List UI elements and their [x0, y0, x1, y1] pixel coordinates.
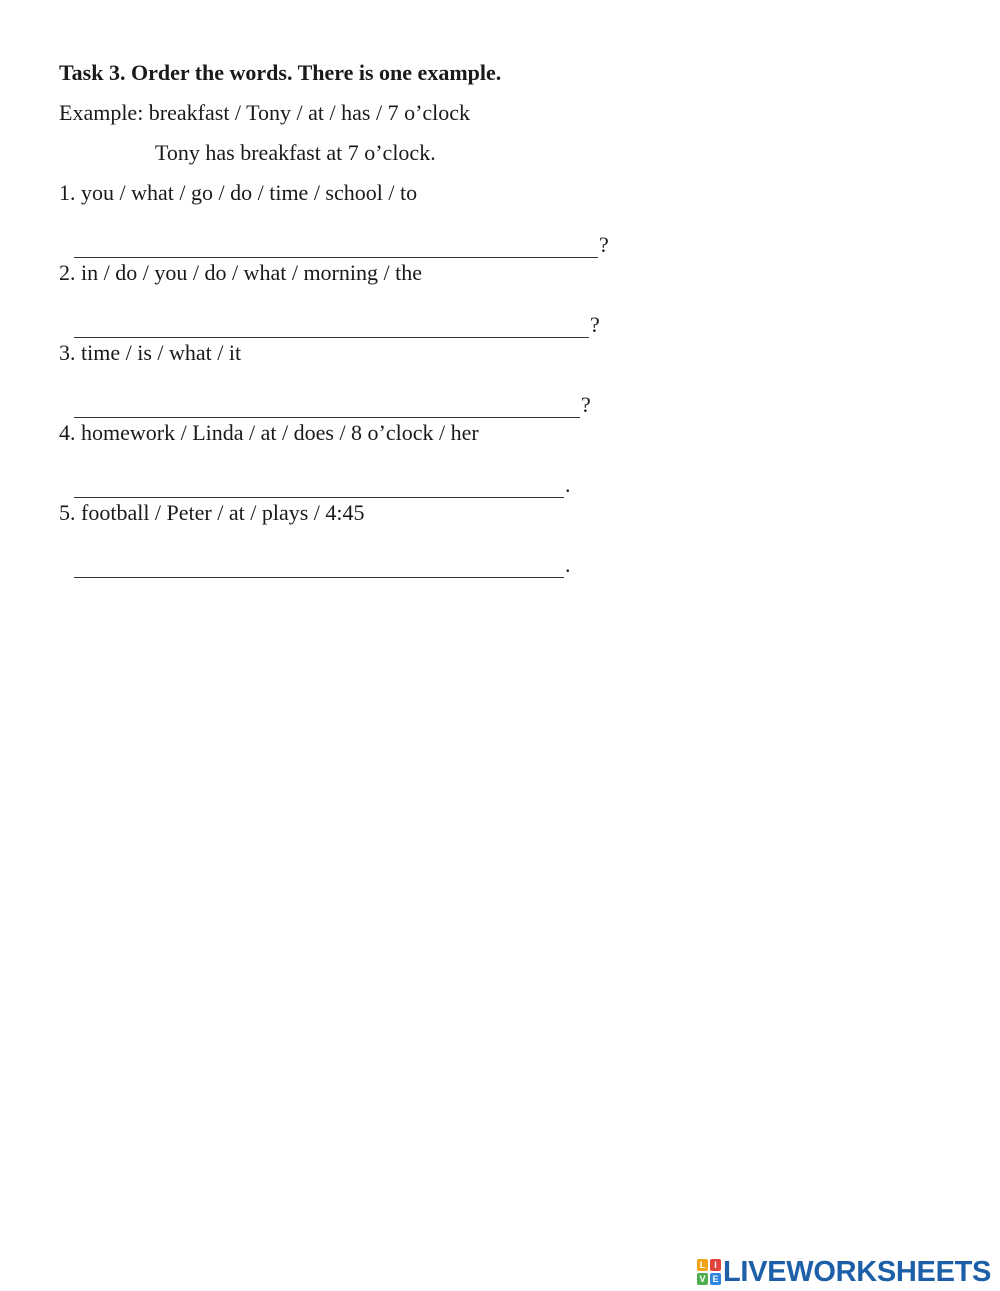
item-5-end-mark: . — [565, 552, 571, 577]
item-3-answer-row — [59, 378, 759, 418]
logo-letter-i: I — [710, 1259, 721, 1271]
logo-letter-e: E — [710, 1273, 721, 1285]
liveworksheets-logo[interactable] — [697, 1257, 991, 1287]
item-4-prompt: 4. homework / Linda / at / does / 8 o’clock / her — [59, 420, 479, 445]
item-2-answer-row — [59, 298, 759, 338]
item-1-answer-field[interactable] — [74, 231, 598, 258]
item-1-answer-row — [59, 218, 759, 258]
logo-letter-v: V — [697, 1273, 708, 1285]
item-4-end-mark: . — [565, 472, 571, 497]
item-2-end-mark: ? — [590, 312, 600, 337]
item-5-answer-row — [59, 538, 759, 578]
item-5-answer-field[interactable] — [74, 551, 564, 578]
item-3-end-mark: ? — [581, 392, 591, 417]
example-prompt: Example: breakfast / Tony / at / has / 7 o’clock — [59, 100, 471, 125]
item-1-prompt: 1. you / what / go / do / time / school / to — [59, 180, 418, 205]
item-2-answer-field[interactable] — [74, 311, 589, 338]
live-logo-icon — [697, 1259, 721, 1285]
item-1-end-mark: ? — [599, 232, 609, 257]
brand-wordmark: LIVEWORKSHEETS — [723, 1256, 992, 1288]
task-title: Task 3. Order the words. There is one example. — [59, 60, 502, 85]
item-3-answer-field[interactable] — [74, 391, 580, 418]
example-answer: Tony has breakfast at 7 o’clock. — [155, 140, 436, 165]
logo-letter-l: L — [697, 1259, 708, 1271]
item-5-prompt: 5. football / Peter / at / plays / 4:45 — [59, 500, 365, 525]
item-4-answer-field[interactable] — [74, 471, 564, 498]
worksheet — [59, 58, 759, 578]
item-4-answer-row — [59, 458, 759, 498]
item-2-prompt: 2. in / do / you / do / what / morning / the — [59, 260, 422, 285]
item-3-prompt: 3. time / is / what / it — [59, 340, 242, 365]
